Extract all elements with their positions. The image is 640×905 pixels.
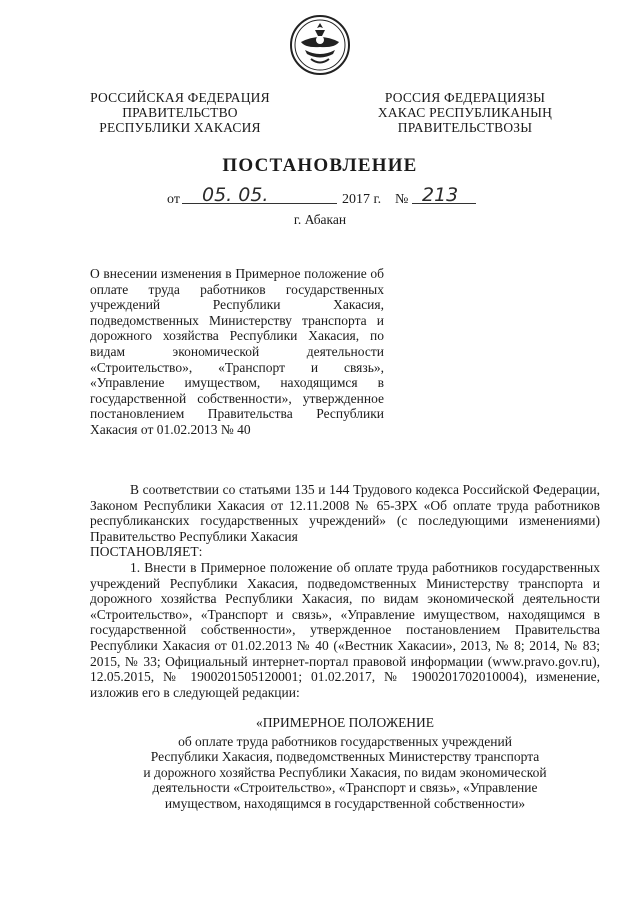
date-line	[0, 184, 640, 210]
header-left-line: ПРАВИТЕЛЬСТВО	[122, 105, 238, 120]
header-left-line: РОССИЙСКАЯ ФЕДЕРАЦИЯ	[90, 90, 270, 105]
subject-paragraph: О внесении изменения в Примерное положение об оплате труда работников государственных учреждений Республики Хакасия, подведомственных Министерству транспорта и дорожного хозяйства Республики Хакасия, по видам экономической деятельности «Строительство», «Транспорт и связь», «Управление имуществом, находящимся в государственной собственности», утвержденное постановлением Правительства Республики Хакасия от 01.02.2013 № 40	[90, 266, 384, 437]
appendix-title-line: и дорожного хозяйства Республики Хакасия, по видам экономической	[143, 764, 547, 780]
date-prefix: от	[167, 192, 180, 207]
coat-of-arms-emblem	[289, 14, 351, 76]
appendix-title-line: деятельности «Строительство», «Транспорт и связь», «Управление	[152, 780, 538, 796]
handwritten-date: 05. 05.	[182, 184, 337, 204]
document-body	[90, 482, 600, 700]
header-right	[365, 90, 565, 135]
header-left-line: РЕСПУБЛИКИ ХАКАСИЯ	[99, 120, 261, 135]
date-year: 2017 г.	[342, 192, 382, 207]
city-name: г. Абакан	[293, 212, 347, 227]
preamble-paragraph: В соответствии со статьями 135 и 144 Трудового кодекса Российской Федерации, Законом Республики Хакасия от 12.11.2008 № 65-ЗРХ «Об оплате труда работников республиканских государственных учреждений» (с последующими изменениями) Правительство Республики Хакасия	[90, 482, 600, 544]
decree-word: ПОСТАНОВЛЯЕТ:	[90, 544, 203, 560]
appendix-heading: «ПРИМЕРНОЕ ПОЛОЖЕНИЕ	[255, 715, 435, 730]
header-left	[80, 90, 280, 135]
appendix-title-line: Республики Хакасия, подведомственных Министерству транспорта	[150, 749, 540, 765]
header-right-line: ПРАВИТЕЛЬСТВОЗЫ	[397, 120, 533, 135]
header-right-line: ХАКАС РЕСПУБЛИКАНЫҢ	[377, 105, 553, 120]
document-title: ПОСТАНОВЛЕНИЕ	[222, 155, 418, 176]
header-right-line: РОССИЯ ФЕДЕРАЦИЯЗЫ	[384, 90, 546, 105]
item-1-paragraph: 1. Внести в Примерное положение об оплате труда работников государственных учреждений Республики Хакасия, подведомственных Министерству транспорта и дорожного хозяйства Республики Хакасия, по видам экономической деятельности «Строительство», «Транспорт и связь», «Управление имуществом, находящимся в государственной собственности», утвержденное постановлением Правительства Республики Хакасия от 01.02.2013 № 40 («Вестник Хакасии», 2013, № 8; 2014, № 83; 2015, № 33; Официальный интернет-портал правовой информации (www.pravo.gov.ru), 12.05.2015, № 1900201505120001; 01.02.2017, № 1900201702010004), изменение, изложив его в следующей редакции:	[90, 559, 600, 700]
handwritten-number: 213	[412, 184, 476, 204]
appendix-title-line: об оплате труда работников государственных учреждений	[178, 733, 512, 749]
appendix-title-line: имуществом, находящимся в государственной собственности»	[164, 795, 526, 811]
appendix-title-block	[90, 715, 600, 812]
number-prefix: №	[395, 192, 409, 207]
